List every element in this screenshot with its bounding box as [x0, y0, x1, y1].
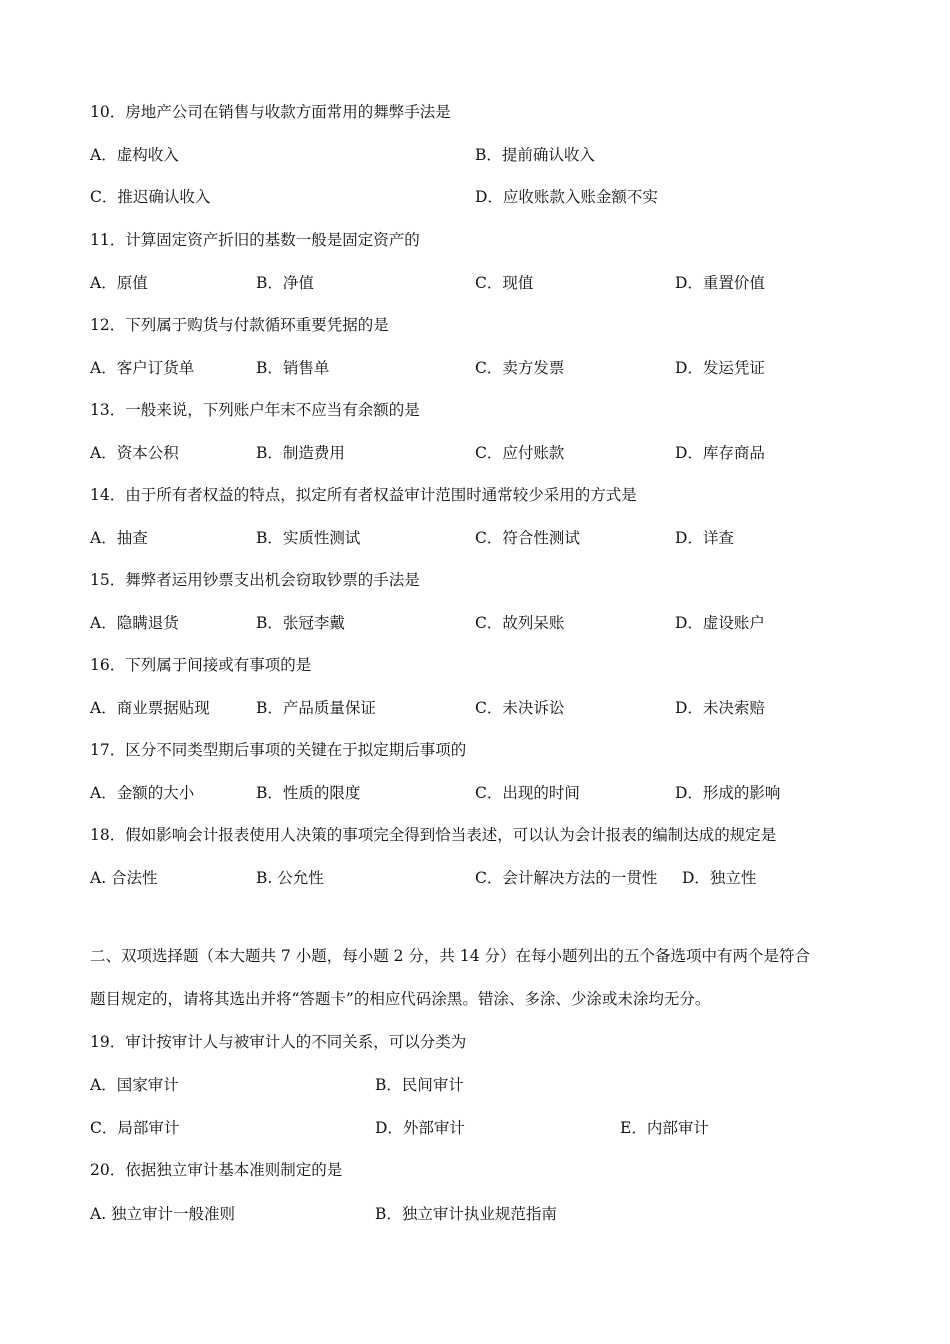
option-b: B．独立审计执业规范指南 — [375, 1205, 557, 1223]
option-a: A．金额的大小 — [90, 784, 195, 802]
option-a: A. 独立审计一般准则 — [90, 1205, 236, 1223]
option-c: C．现值 — [475, 274, 534, 292]
question-19-stem: 19．审计按审计人与被审计人的不同关系，可以分类为 — [90, 1033, 467, 1051]
option-b: B．净值 — [256, 274, 314, 292]
option-d: D．独立性 — [682, 869, 757, 887]
question-11-stem: 11．计算固定资产折旧的基数一般是固定资产的 — [90, 231, 420, 249]
option-d: D．形成的影响 — [675, 784, 781, 802]
option-c: C．推迟确认收入 — [90, 188, 211, 206]
option-b: B．提前确认收入 — [475, 146, 595, 164]
option-a: A. 合法性 — [90, 869, 158, 887]
option-d: D．详查 — [675, 529, 734, 547]
option-c: C．局部审计 — [90, 1119, 180, 1137]
option-a: A．客户订货单 — [90, 359, 195, 377]
option-a: A．商业票据贴现 — [90, 699, 210, 717]
option-d: D．未决索赔 — [675, 699, 765, 717]
section-2-instructions-line-1: 二、双项选择题（本大题共 7 小题，每小题 2 分，共 14 分）在每小题列出的五个备选项中有两个是符合 — [90, 947, 811, 965]
option-b: B．性质的限度 — [256, 784, 361, 802]
option-a: A．虚构收入 — [90, 146, 179, 164]
option-a: A．原值 — [90, 274, 148, 292]
option-c: C．故列呆账 — [475, 614, 565, 632]
option-a: A．国家审计 — [90, 1076, 179, 1094]
option-a: A．抽查 — [90, 529, 148, 547]
option-e: E．内部审计 — [620, 1119, 709, 1137]
question-17-stem: 17．区分不同类型期后事项的关键在于拟定期后事项的 — [90, 741, 467, 759]
question-15-stem: 15．舞弊者运用钞票支出机会窃取钞票的手法是 — [90, 571, 420, 589]
question-18-stem: 18．假如影响会计报表使用人决策的事项完全得到恰当表述，可以认为会计报表的编制达成的规定是 — [90, 826, 777, 844]
question-10-stem: 10．房地产公司在销售与收款方面常用的舞弊手法是 — [90, 103, 451, 121]
option-b: B．张冠李戴 — [256, 614, 345, 632]
option-b: B．实质性测试 — [256, 529, 361, 547]
option-b: B．销售单 — [256, 359, 330, 377]
option-c: C．会计解决方法的一贯性 — [475, 869, 658, 887]
option-c: C．卖方发票 — [475, 359, 565, 377]
question-14-stem: 14．由于所有者权益的特点，拟定所有者权益审计范围时通常较少采用的方式是 — [90, 486, 637, 504]
option-c: C．符合性测试 — [475, 529, 580, 547]
option-d: D．发运凭证 — [675, 359, 765, 377]
option-d: D．应收账款入账金额不实 — [475, 188, 658, 206]
option-d: D．库存商品 — [675, 444, 765, 462]
option-b: B．产品质量保证 — [256, 699, 376, 717]
option-a: A．隐瞒退货 — [90, 614, 179, 632]
option-a: A．资本公积 — [90, 444, 179, 462]
section-2-instructions-line-2: 题目规定的，请将其选出并将“答题卡”的相应代码涂黑。错涂、多涂、少涂或未涂均无分。 — [90, 990, 711, 1008]
question-12-stem: 12．下列属于购货与付款循环重要凭据的是 — [90, 316, 389, 334]
question-13-stem: 13．一般来说，下列账户年末不应当有余额的是 — [90, 401, 420, 419]
question-16-stem: 16．下列属于间接或有事项的是 — [90, 656, 312, 674]
option-b: B．民间审计 — [375, 1076, 464, 1094]
question-20-stem: 20．依据独立审计基本准则制定的是 — [90, 1161, 343, 1179]
option-b: B. 公允性 — [256, 869, 324, 887]
option-b: B．制造费用 — [256, 444, 345, 462]
option-c: C．出现的时间 — [475, 784, 580, 802]
option-c: C．未决诉讼 — [475, 699, 565, 717]
option-d: D．虚设账户 — [675, 614, 765, 632]
option-d: D．外部审计 — [375, 1119, 465, 1137]
option-d: D．重置价值 — [675, 274, 765, 292]
option-c: C．应付账款 — [475, 444, 565, 462]
